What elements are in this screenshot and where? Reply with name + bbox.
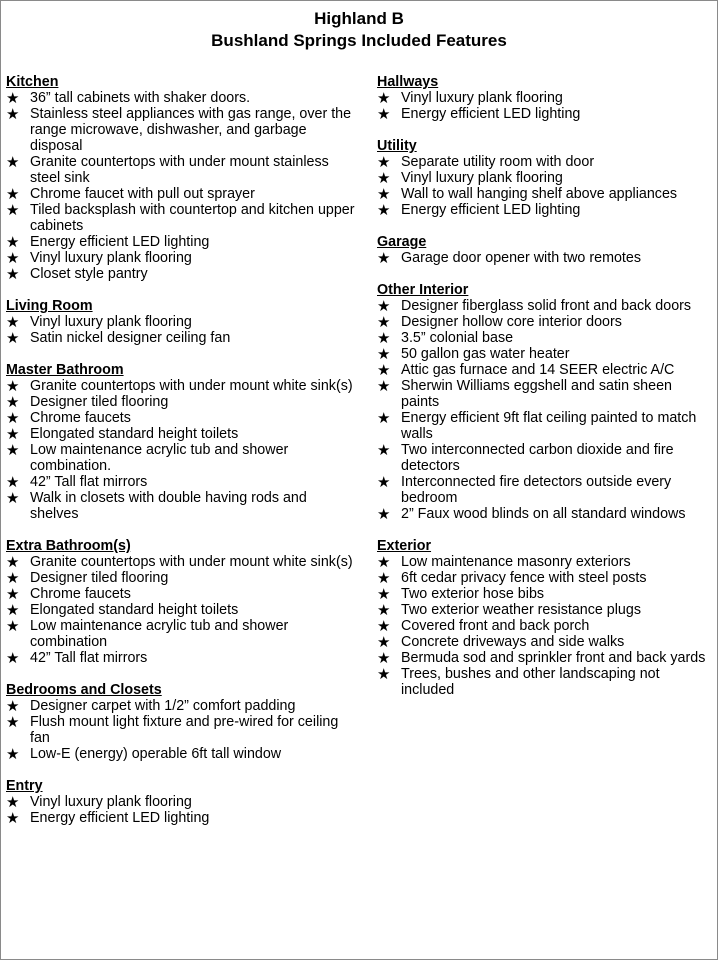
section-heading: Other Interior: [377, 282, 469, 298]
star-icon: ★: [377, 553, 391, 571]
feature-item: [6, 266, 358, 282]
feature-list: [6, 698, 358, 762]
feature-text: Granite countertops with under mount white sink(s): [30, 554, 353, 570]
feature-item: [6, 394, 358, 410]
feature-text: Elongated standard height toilets: [30, 426, 239, 442]
star-icon: ★: [6, 393, 20, 411]
section-heading: Utility: [377, 138, 417, 154]
feature-text: 2” Faux wood blinds on all standard windows: [401, 506, 686, 522]
feature-item: [377, 602, 713, 618]
document-header: [1, 8, 717, 52]
feature-item: [6, 618, 358, 650]
feature-text: Bermuda sod and sprinkler front and back yards: [401, 650, 706, 666]
star-icon: ★: [377, 89, 391, 107]
star-icon: ★: [6, 569, 20, 587]
star-icon: ★: [377, 665, 391, 683]
feature-text: 3.5” colonial base: [401, 330, 514, 346]
star-icon: ★: [377, 377, 391, 395]
star-icon: ★: [6, 201, 20, 219]
right-column: [377, 74, 713, 714]
section-heading: Entry: [6, 778, 43, 794]
feature-item: [6, 426, 358, 442]
feature-list: [6, 794, 358, 826]
star-icon: ★: [6, 553, 20, 571]
feature-text: Flush mount light fixture and pre-wired for ceiling fan: [30, 714, 339, 746]
feature-item: [377, 90, 713, 106]
feature-text: Low-E (energy) operable 6ft tall window: [30, 746, 282, 762]
feature-text: Vinyl luxury plank flooring: [401, 170, 563, 186]
feature-text: Concrete driveways and side walks: [401, 634, 625, 650]
star-icon: ★: [377, 185, 391, 203]
feature-item: [377, 314, 713, 330]
feature-list: [377, 90, 713, 122]
star-icon: ★: [6, 329, 20, 347]
feature-list: [6, 378, 358, 522]
star-icon: ★: [377, 297, 391, 315]
section-entry: [6, 778, 358, 826]
section-utility: [377, 138, 713, 218]
feature-item: [6, 586, 358, 602]
star-icon: ★: [6, 473, 20, 491]
feature-text: Low maintenance masonry exteriors: [401, 554, 631, 570]
star-icon: ★: [377, 473, 391, 491]
feature-item: [377, 186, 713, 202]
feature-list: [377, 298, 713, 522]
feature-text: 42” Tall flat mirrors: [30, 650, 148, 666]
feature-text: Satin nickel designer ceiling fan: [30, 330, 231, 346]
star-icon: ★: [6, 153, 20, 171]
feature-text: Separate utility room with door: [401, 154, 595, 170]
feature-text: Energy efficient 9ft flat ceiling painted to match walls: [401, 410, 697, 442]
feature-item: [6, 186, 358, 202]
star-icon: ★: [6, 809, 20, 827]
feature-item: [6, 602, 358, 618]
star-icon: ★: [377, 329, 391, 347]
feature-text: 6ft cedar privacy fence with steel posts: [401, 570, 647, 586]
feature-text: Tiled backsplash with countertop and kitchen upper cabinets: [30, 202, 355, 234]
feature-text: Designer fiberglass solid front and back doors: [401, 298, 692, 314]
feature-text: Granite countertops with under mount white sink(s): [30, 378, 353, 394]
star-icon: ★: [6, 185, 20, 203]
feature-item: [6, 90, 358, 106]
star-icon: ★: [6, 617, 20, 635]
feature-text: Closet style pantry: [30, 266, 148, 282]
feature-item: [377, 442, 713, 474]
feature-item: [377, 362, 713, 378]
star-icon: ★: [377, 569, 391, 587]
section-heading: Kitchen: [6, 74, 59, 90]
star-icon: ★: [377, 505, 391, 523]
star-icon: ★: [6, 601, 20, 619]
feature-text: Chrome faucets: [30, 410, 131, 426]
feature-text: Energy efficient LED lighting: [401, 202, 581, 218]
section-hallways: [377, 74, 713, 122]
feature-text: Energy efficient LED lighting: [30, 810, 210, 826]
feature-item: [6, 746, 358, 762]
feature-item: [6, 234, 358, 250]
feature-item: [6, 410, 358, 426]
section-heading: Garage: [377, 234, 427, 250]
feature-item: [6, 554, 358, 570]
feature-item: [377, 170, 713, 186]
section-other-interior: [377, 282, 713, 522]
star-icon: ★: [6, 233, 20, 251]
feature-list: [377, 154, 713, 218]
feature-list: [6, 90, 358, 282]
feature-item: [377, 554, 713, 570]
feature-item: [6, 474, 358, 490]
feature-text: Garage door opener with two remotes: [401, 250, 641, 266]
feature-text: Two exterior hose bibs: [401, 586, 545, 602]
section-master-bathroom: [6, 362, 358, 522]
feature-item: [6, 202, 358, 234]
feature-item: [377, 570, 713, 586]
feature-text: Covered front and back porch: [401, 618, 590, 634]
document-subtitle: Bushland Springs Included Features: [211, 31, 507, 50]
feature-text: Sherwin Williams eggshell and satin sheen paints: [401, 378, 672, 410]
star-icon: ★: [6, 265, 20, 283]
feature-text: Two interconnected carbon dioxide and fire detectors: [401, 442, 674, 474]
star-icon: ★: [377, 617, 391, 635]
star-icon: ★: [6, 377, 20, 395]
feature-text: Energy efficient LED lighting: [401, 106, 581, 122]
feature-item: [377, 250, 713, 266]
feature-item: [377, 666, 713, 698]
feature-item: [377, 410, 713, 442]
feature-item: [6, 698, 358, 714]
feature-text: Designer tiled flooring: [30, 570, 169, 586]
feature-text: Trees, bushes and other landscaping not included: [401, 666, 660, 698]
feature-item: [377, 346, 713, 362]
feature-item: [377, 474, 713, 506]
feature-text: Attic gas furnace and 14 SEER electric A/C: [401, 362, 675, 378]
section-bedrooms-and-closets: [6, 682, 358, 762]
feature-text: Wall to wall hanging shelf above appliances: [401, 186, 678, 202]
star-icon: ★: [377, 649, 391, 667]
section-extra-bathroom-s: [6, 538, 358, 666]
section-exterior: [377, 538, 713, 698]
star-icon: ★: [6, 249, 20, 267]
feature-item: [6, 154, 358, 186]
section-heading: Living Room: [6, 298, 93, 314]
feature-text: Designer hollow core interior doors: [401, 314, 622, 330]
star-icon: ★: [6, 409, 20, 427]
feature-item: [377, 330, 713, 346]
star-icon: ★: [6, 745, 20, 763]
star-icon: ★: [377, 105, 391, 123]
star-icon: ★: [6, 441, 20, 459]
star-icon: ★: [377, 345, 391, 363]
feature-item: [377, 618, 713, 634]
feature-text: Vinyl luxury plank flooring: [401, 90, 563, 106]
star-icon: ★: [6, 489, 20, 507]
feature-text: Energy efficient LED lighting: [30, 234, 210, 250]
section-heading: Master Bathroom: [6, 362, 124, 378]
feature-item: [377, 650, 713, 666]
feature-item: [6, 378, 358, 394]
feature-item: [377, 506, 713, 522]
feature-item: [6, 714, 358, 746]
feature-item: [377, 634, 713, 650]
star-icon: ★: [377, 249, 391, 267]
feature-item: [377, 586, 713, 602]
section-heading: Hallways: [377, 74, 439, 90]
star-icon: ★: [377, 441, 391, 459]
section-kitchen: [6, 74, 358, 282]
star-icon: ★: [377, 585, 391, 603]
feature-text: 42” Tall flat mirrors: [30, 474, 148, 490]
section-heading: Extra Bathroom(s): [6, 538, 131, 554]
feature-item: [6, 106, 358, 154]
section-heading: Exterior: [377, 538, 432, 554]
feature-item: [6, 442, 358, 474]
feature-list: [6, 314, 358, 346]
document-title: Highland B: [314, 9, 404, 28]
feature-item: [6, 570, 358, 586]
left-column: [6, 74, 358, 842]
feature-item: [377, 154, 713, 170]
feature-text: Designer tiled flooring: [30, 394, 169, 410]
feature-text: Elongated standard height toilets: [30, 602, 239, 618]
feature-text: Walk in closets with double having rods and shelves: [30, 490, 307, 522]
feature-text: 36” tall cabinets with shaker doors.: [30, 90, 251, 106]
star-icon: ★: [377, 361, 391, 379]
feature-item: [6, 330, 358, 346]
feature-list: [377, 250, 713, 266]
star-icon: ★: [377, 201, 391, 219]
star-icon: ★: [6, 697, 20, 715]
star-icon: ★: [377, 633, 391, 651]
feature-item: [377, 298, 713, 314]
star-icon: ★: [377, 409, 391, 427]
feature-text: Designer carpet with 1/2” comfort padding: [30, 698, 296, 714]
feature-text: Interconnected fire detectors outside every bedroom: [401, 474, 672, 506]
feature-list: [6, 554, 358, 666]
feature-text: Low maintenance acrylic tub and shower combination: [30, 618, 289, 650]
star-icon: ★: [6, 105, 20, 123]
star-icon: ★: [377, 169, 391, 187]
feature-item: [377, 202, 713, 218]
feature-item: [6, 650, 358, 666]
star-icon: ★: [6, 713, 20, 731]
star-icon: ★: [6, 425, 20, 443]
feature-text: Vinyl luxury plank flooring: [30, 250, 192, 266]
star-icon: ★: [6, 89, 20, 107]
section-living-room: [6, 298, 358, 346]
feature-text: Two exterior weather resistance plugs: [401, 602, 641, 618]
feature-text: Stainless steel appliances with gas range, over the range microwave, dishwasher, and garbage disposal: [30, 106, 352, 154]
feature-text: Low maintenance acrylic tub and shower combination.: [30, 442, 289, 474]
feature-item: [6, 490, 358, 522]
star-icon: ★: [6, 585, 20, 603]
feature-text: Vinyl luxury plank flooring: [30, 794, 192, 810]
star-icon: ★: [6, 793, 20, 811]
feature-text: Granite countertops with under mount stainless steel sink: [30, 154, 329, 186]
feature-item: [6, 810, 358, 826]
feature-item: [377, 106, 713, 122]
feature-item: [6, 314, 358, 330]
star-icon: ★: [377, 153, 391, 171]
section-garage: [377, 234, 713, 266]
star-icon: ★: [377, 313, 391, 331]
feature-text: 50 gallon gas water heater: [401, 346, 570, 362]
star-icon: ★: [377, 601, 391, 619]
section-heading: Bedrooms and Closets: [6, 682, 162, 698]
feature-item: [6, 250, 358, 266]
feature-text: Chrome faucets: [30, 586, 131, 602]
feature-text: Chrome faucet with pull out sprayer: [30, 186, 255, 202]
star-icon: ★: [6, 313, 20, 331]
star-icon: ★: [6, 649, 20, 667]
feature-item: [377, 378, 713, 410]
feature-text: Vinyl luxury plank flooring: [30, 314, 192, 330]
feature-item: [6, 794, 358, 810]
feature-list: [377, 554, 713, 698]
